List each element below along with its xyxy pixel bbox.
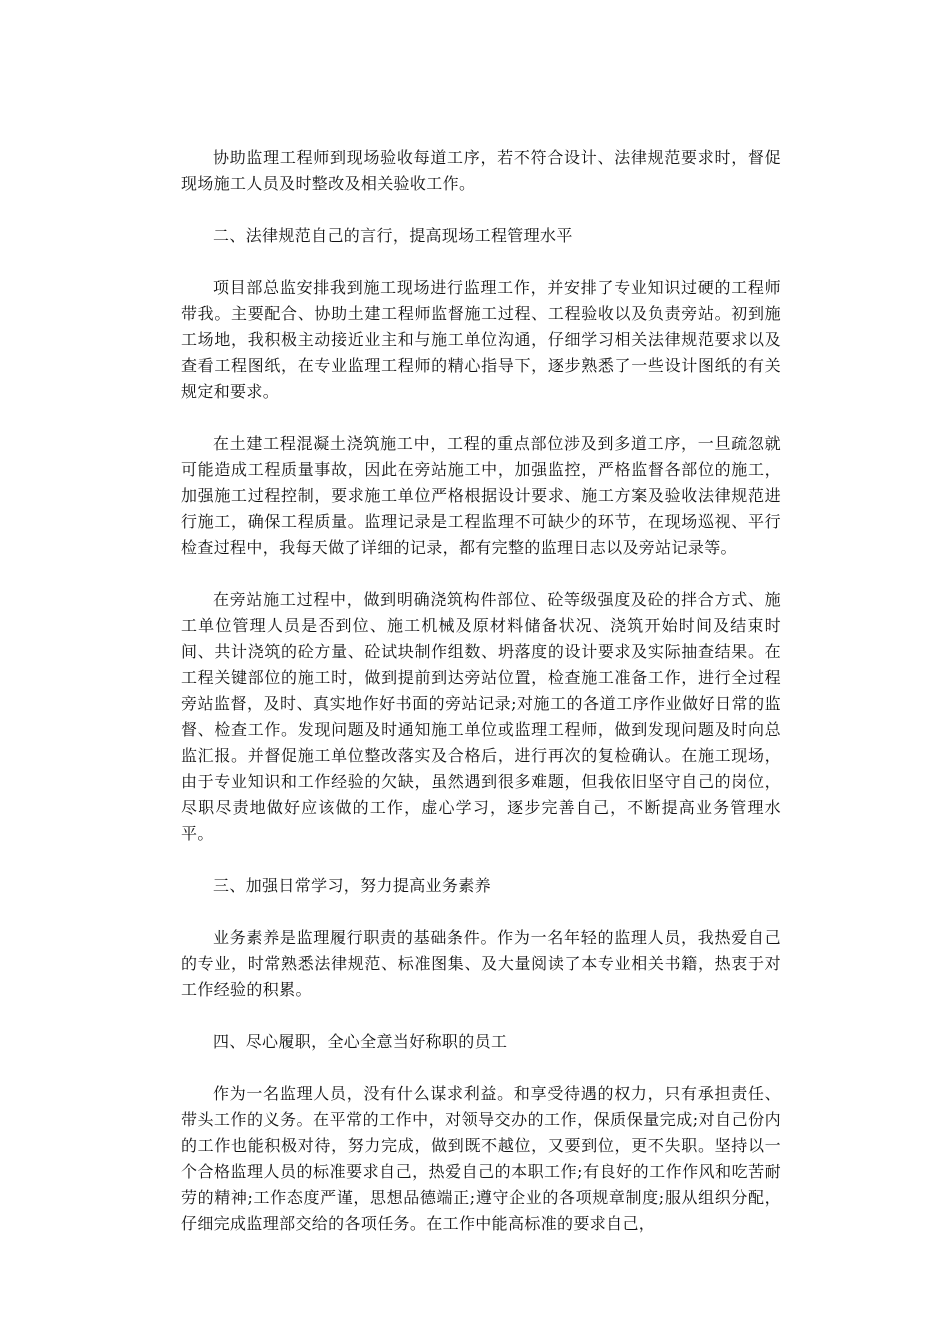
paragraph-2: 项目部总监安排我到施工现场进行监理工作，并安排了专业知识过硬的工程师带我。主要配合、协助土建工程师监督施工过程、工程验收以及负责旁站。初到施工场地，我积极主动接近业主和与施工单位沟通，仔细学习相关法律规范要求以及查看工程图纸，在专业监理工程师的精心指导下，逐步熟悉了一些设计图纸的有关规定和要求。 xyxy=(181,278,781,401)
paragraph-1: 协助监理工程师到现场验收每道工序，若不符合设计、法律规范要求时，督促现场施工人员及时整改及相关验收工作。 xyxy=(181,148,781,193)
document-body xyxy=(181,145,781,1263)
paragraph-5: 业务素养是监理履行职责的基础条件。作为一名年轻的监理人员，我热爱自己的专业，时常熟悉法律规范、标准图集、及大量阅读了本专业相关书籍，热衷于对工作经验的积累。 xyxy=(181,928,781,999)
paragraph-3: 在土建工程混凝土浇筑施工中，工程的重点部位涉及到多道工序，一旦疏忽就可能造成工程质量事故，因此在旁站施工中，加强监控，严格监督各部位的施工，加强施工过程控制，要求施工单位严格根据设计要求、施工方案及验收法律规范进行施工，确保工程质量。监理记录是工程监理不可缺少的环节，在现场巡视、平行检查过程中，我每天做了详细的记录，都有完整的监理日志以及旁站记录等。 xyxy=(181,434,781,557)
paragraph-6: 作为一名监理人员，没有什么谋求利益。和享受待遇的权力，只有承担责任、带头工作的义务。在平常的工作中，对领导交办的工作，保质保量完成;对自己份内的工作也能积极对待，努力完成，做到既不越位，又要到位，更不失职。坚持以一个合格监理人员的标准要求自己，热爱自己的本职工作;有良好的工作作风和吃苦耐劳的精神;工作态度严谨，思想品德端正;遵守企业的各项规章制度;服从组织分配，仔细完成监理部交给的各项任务。在工作中能高标准的要求自己， xyxy=(181,1084,781,1233)
paragraph-4: 在旁站施工过程中，做到明确浇筑构件部位、砼等级强度及砼的拌合方式、施工单位管理人员是否到位、施工机械及原材料储备状况、浇筑开始时间及结束时间、共计浇筑的砼方量、砼试块制作组数、坍落度的设计要求及实际抽查结果。在工程关键部位的施工时，做到提前到达旁站位置，检查施工准备工作，进行全过程旁站监督，及时、真实地作好书面的旁站记录;对施工的各道工序作业做好日常的监督、检查工作。发现问题及时通知施工单位或监理工程师，做到发现问题及时向总监汇报。并督促施工单位整改落实及合格后，进行再次的复检确认。在施工现场，由于专业知识和工作经验的欠缺，虽然遇到很多难题，但我依旧坚守自己的岗位，尽职尽责地做好应该做的工作，虚心学习，逐步完善自己，不断提高业务管理水平。 xyxy=(181,590,781,843)
section-heading-2: 二、法律规范自己的言行，提高现场工程管理水平 xyxy=(213,226,573,245)
section-heading-4: 四、尽心履职，全心全意当好称职的员工 xyxy=(213,1032,508,1051)
section-heading-3: 三、加强日常学习，努力提高业务素养 xyxy=(213,876,491,895)
